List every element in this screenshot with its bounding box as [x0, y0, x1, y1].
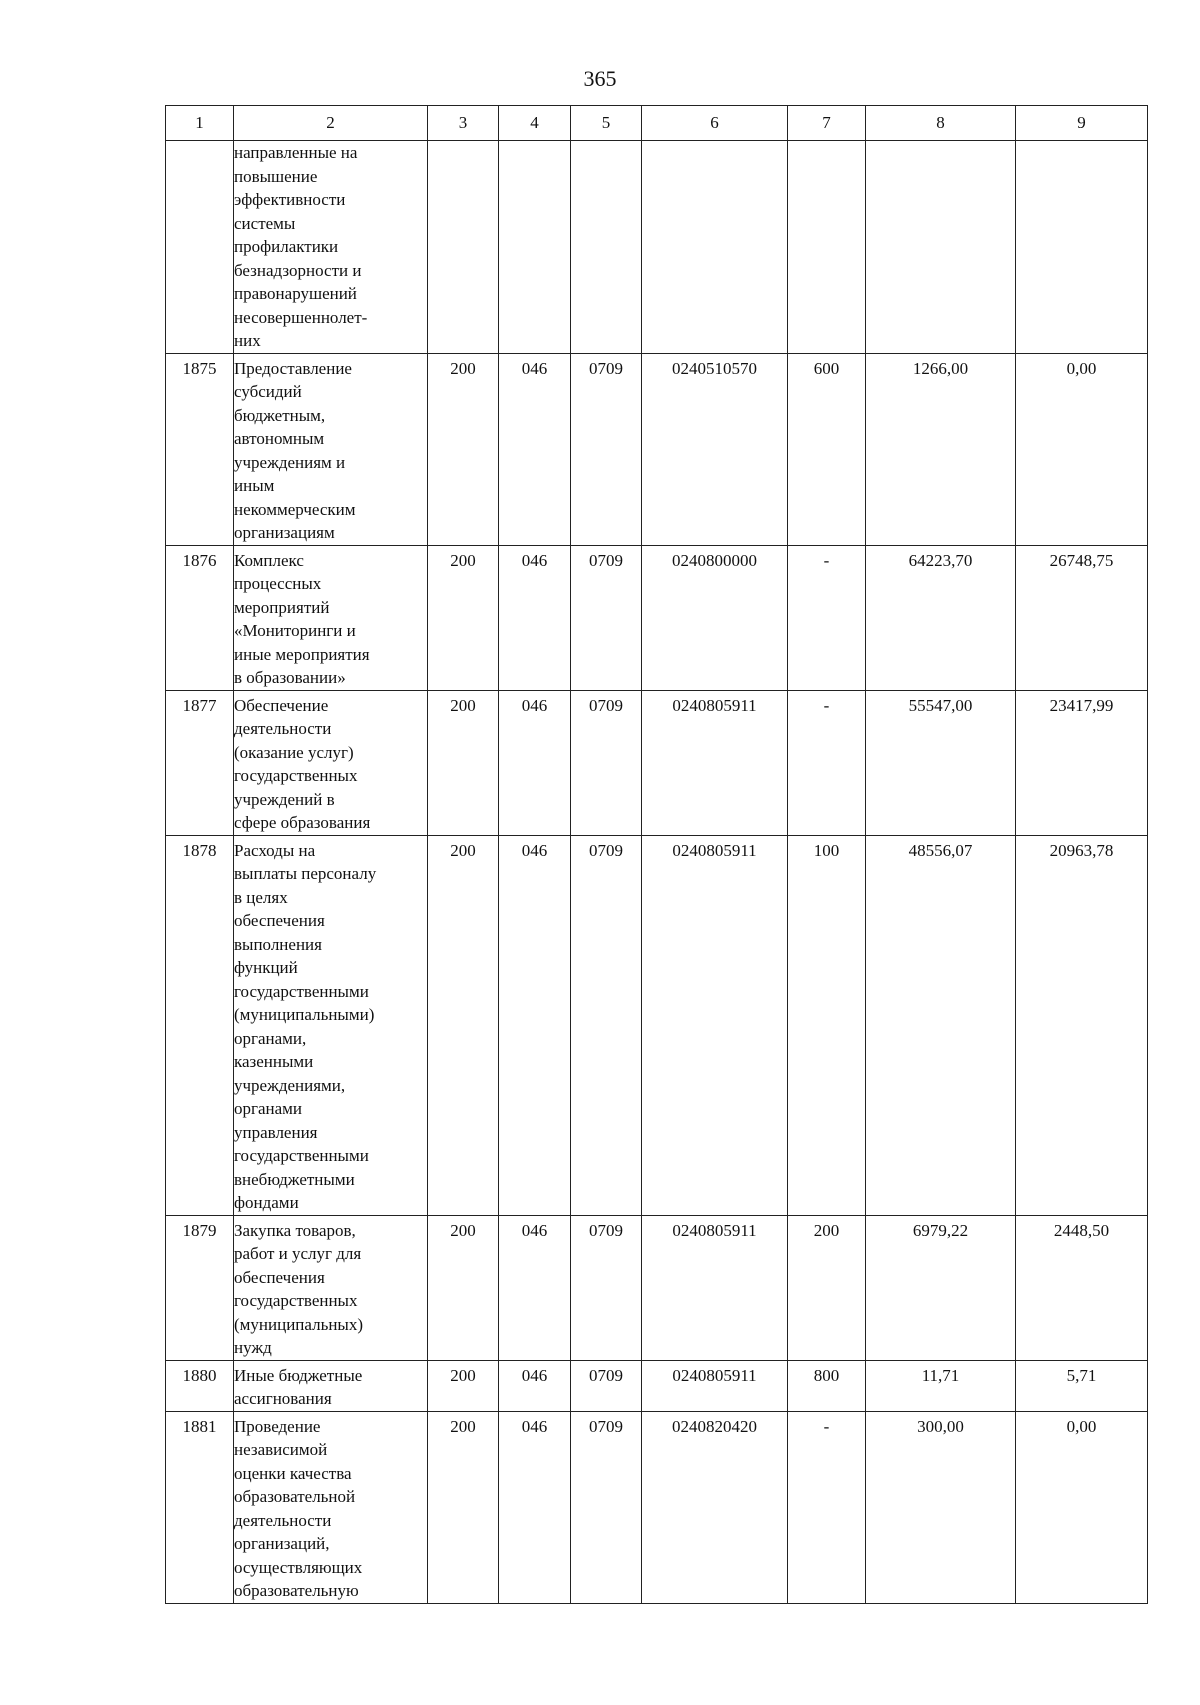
amount-col8: 6979,22 [866, 1215, 1016, 1360]
amount-col9: 23417,99 [1016, 690, 1148, 835]
header-row [166, 106, 1148, 141]
row-number: 1879 [166, 1215, 234, 1360]
code-department: 046 [499, 545, 571, 690]
cell-empty [499, 141, 571, 354]
header-col-6: 6 [642, 106, 788, 141]
code-section: 0709 [571, 1411, 642, 1603]
code-ministry: 200 [428, 690, 499, 835]
code-ministry: 200 [428, 1411, 499, 1603]
target-article: 0240820420 [642, 1411, 788, 1603]
description: Обеспечение деятельности (оказание услуг) государственных учреждений в сфере образования [234, 690, 428, 835]
amount-col8: 1266,00 [866, 353, 1016, 545]
code-section: 0709 [571, 353, 642, 545]
amount-col9: 5,71 [1016, 1360, 1148, 1411]
row-number: 1875 [166, 353, 234, 545]
target-article: 0240805911 [642, 1360, 788, 1411]
amount-col8: 64223,70 [866, 545, 1016, 690]
description: Закупка товаров, работ и услуг для обеспечения государственных (муниципальных) нужд [234, 1215, 428, 1360]
cell-empty [866, 141, 1016, 354]
header-col-7: 7 [788, 106, 866, 141]
table-row [166, 545, 1148, 690]
row-number: 1881 [166, 1411, 234, 1603]
amount-col8: 48556,07 [866, 835, 1016, 1215]
amount-col9: 0,00 [1016, 1411, 1148, 1603]
continuation-description: направленные на повышение эффективности системы профилактики безнадзорности и правонарушений несовершеннолет- них [234, 141, 428, 354]
code-ministry: 200 [428, 1360, 499, 1411]
code-department: 046 [499, 690, 571, 835]
code-department: 046 [499, 1411, 571, 1603]
description: Комплекс процессных мероприятий «Мониторинги и иные мероприятия в образовании» [234, 545, 428, 690]
header-col-9: 9 [1016, 106, 1148, 141]
row-number: 1876 [166, 545, 234, 690]
code-ministry: 200 [428, 545, 499, 690]
target-article: 0240805911 [642, 690, 788, 835]
amount-col8: 11,71 [866, 1360, 1016, 1411]
header-col-3: 3 [428, 106, 499, 141]
code-section: 0709 [571, 1360, 642, 1411]
table-row [166, 1411, 1148, 1603]
amount-col8: 300,00 [866, 1411, 1016, 1603]
description: Проведение независимой оценки качества образовательной деятельности организаций, осуществляющих образовательную [234, 1411, 428, 1603]
amount-col8: 55547,00 [866, 690, 1016, 835]
amount-col9: 20963,78 [1016, 835, 1148, 1215]
code-section: 0709 [571, 545, 642, 690]
expense-type: 600 [788, 353, 866, 545]
cell-empty [166, 141, 234, 354]
description: Предоставление субсидий бюджетным, автономным учреждениям и иным некоммерческим организациям [234, 353, 428, 545]
target-article: 0240510570 [642, 353, 788, 545]
row-number: 1877 [166, 690, 234, 835]
cell-empty [788, 141, 866, 354]
budget-table [165, 105, 1148, 1604]
row-number: 1880 [166, 1360, 234, 1411]
cell-empty [571, 141, 642, 354]
code-department: 046 [499, 1215, 571, 1360]
table-row [166, 835, 1148, 1215]
code-ministry: 200 [428, 1215, 499, 1360]
table-row [166, 1360, 1148, 1411]
header-col-8: 8 [866, 106, 1016, 141]
header-col-4: 4 [499, 106, 571, 141]
target-article: 0240800000 [642, 545, 788, 690]
description: Иные бюджетные ассигнования [234, 1360, 428, 1411]
code-ministry: 200 [428, 835, 499, 1215]
expense-type: - [788, 545, 866, 690]
target-article: 0240805911 [642, 835, 788, 1215]
target-article: 0240805911 [642, 1215, 788, 1360]
code-department: 046 [499, 1360, 571, 1411]
table-row [166, 690, 1148, 835]
code-department: 046 [499, 835, 571, 1215]
amount-col9: 0,00 [1016, 353, 1148, 545]
code-section: 0709 [571, 1215, 642, 1360]
code-department: 046 [499, 353, 571, 545]
page-number: 365 [583, 66, 617, 91]
code-section: 0709 [571, 835, 642, 1215]
table-row [166, 353, 1148, 545]
header-col-2: 2 [234, 106, 428, 141]
code-ministry: 200 [428, 353, 499, 545]
amount-col9: 26748,75 [1016, 545, 1148, 690]
header-col-1: 1 [166, 106, 234, 141]
cell-empty [428, 141, 499, 354]
cell-empty [1016, 141, 1148, 354]
amount-col9: 2448,50 [1016, 1215, 1148, 1360]
cell-empty [642, 141, 788, 354]
expense-type: - [788, 690, 866, 835]
description: Расходы на выплаты персоналу в целях обеспечения выполнения функций государственными (муниципальными) органами, казенными учреждениями, органами управления государственными внебюджетными фондами [234, 835, 428, 1215]
expense-type: 100 [788, 835, 866, 1215]
expense-type: 200 [788, 1215, 866, 1360]
row-number: 1878 [166, 835, 234, 1215]
header-col-5: 5 [571, 106, 642, 141]
code-section: 0709 [571, 690, 642, 835]
expense-type: - [788, 1411, 866, 1603]
continuation-row [166, 141, 1148, 354]
table-row [166, 1215, 1148, 1360]
expense-type: 800 [788, 1360, 866, 1411]
